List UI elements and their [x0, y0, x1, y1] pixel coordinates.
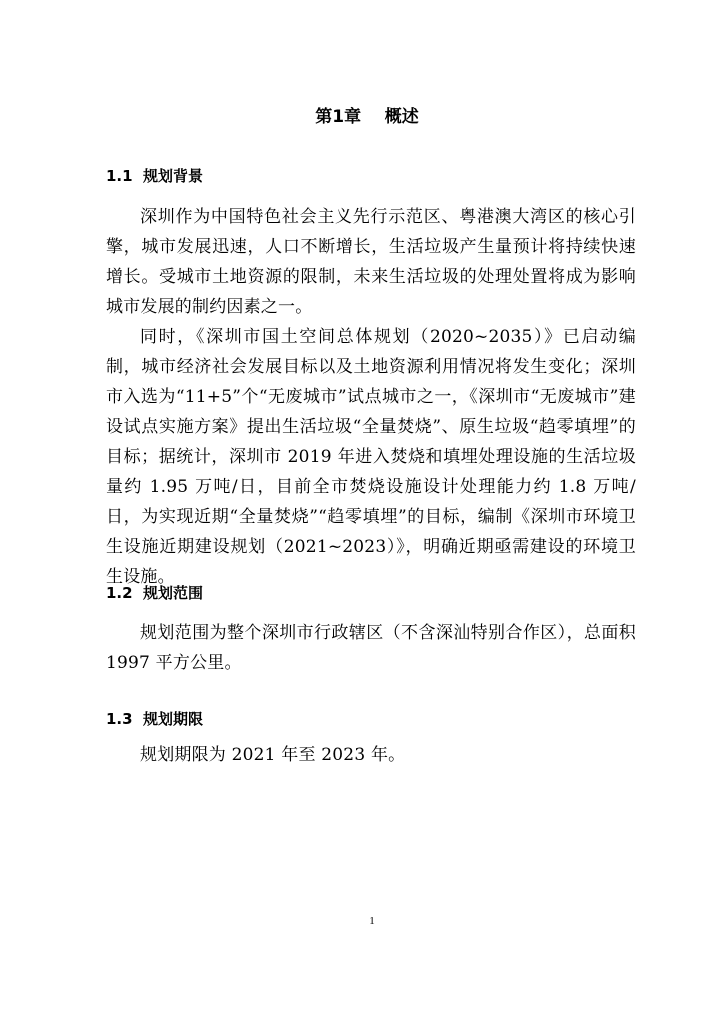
paragraph-background-2: 同时，《深圳市国土空间总体规划（2020~2035）》已启动编制，城市经济社会发展目标以及土地资源利用情况将发生变化；深圳市入选为“11+5”个“无废城市”试点城市之一，《深圳市“无废城市”建设试点实施方案》提出生活垃圾“全量焚烧”、原生垃圾“趋零填埋”的目标；据统计，深圳市 2019 年进入焚烧和填埋处理设施的生活垃圾量约 1.95 万吨/日，目前全市焚烧设施设计处理能力约 1.8 万吨/日，为实现近期“全量焚烧”“趋零填埋”的目标，编制《深圳市环境卫生设施近期建设规划（2021~2023）》，明确近期亟需建设的环境卫生设施。	[106, 327, 636, 587]
paragraph-scope: 规划范围为整个深圳市行政辖区（不含深汕特别合作区），总面积 1997 平方公里。	[106, 623, 636, 673]
section-heading-1-2: 1.2 规划范围	[106, 584, 204, 602]
chapter-title: 第1章 概述	[315, 107, 419, 127]
paragraph-background-1: 深圳作为中国特色社会主义先行示范区、粤港澳大湾区的核心引擎，城市发展迅速，人口不断增长，生活垃圾产生量预计将持续快速增长。受城市土地资源的限制，未来生活垃圾的处理处置将成为影响城市发展的制约因素之一。	[106, 207, 636, 317]
paragraph-period: 规划期限为 2021 年至 2023 年。	[140, 745, 406, 765]
section-heading-1-1: 1.1 规划背景	[106, 167, 204, 185]
section-heading-1-3: 1.3 规划期限	[106, 710, 204, 728]
page-number: 1	[369, 915, 375, 927]
